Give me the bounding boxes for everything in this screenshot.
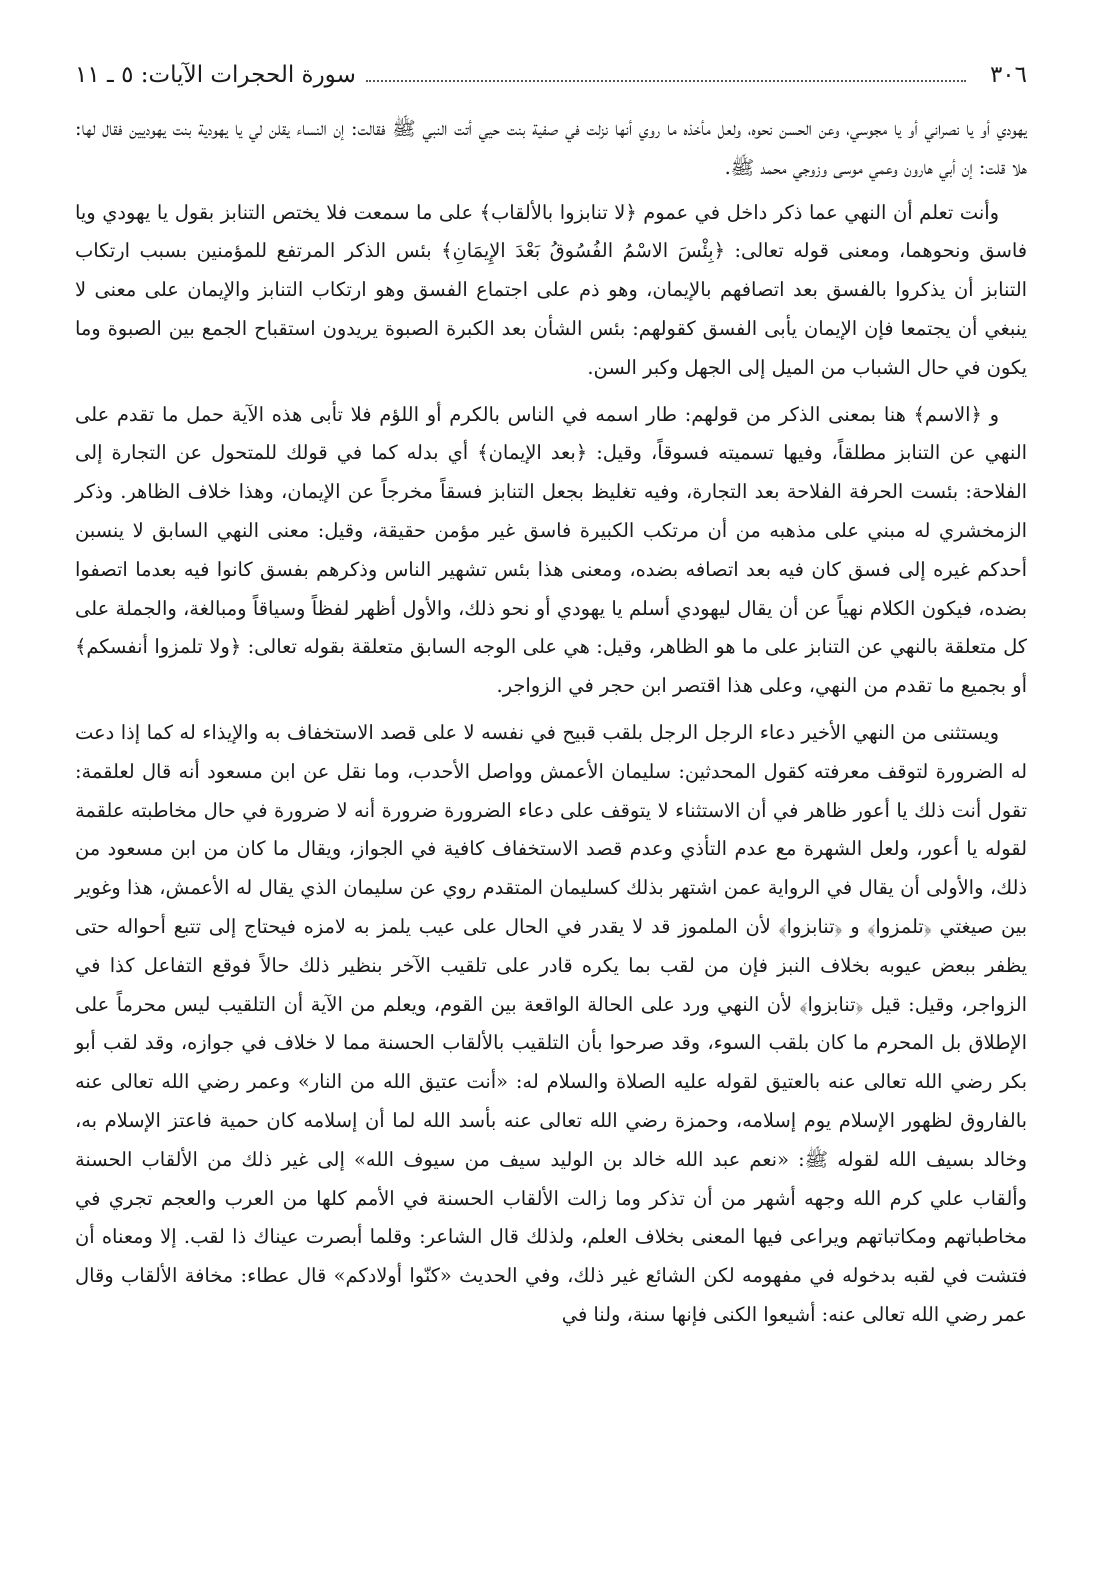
page-number: ٣٠٦ <box>989 62 1027 88</box>
paragraph-3: و ﴿الاسم﴾ هنا بمعنى الذكر من قولهم: طار اسمه في الناس بالكرم أو اللؤم فلا تأبى هذه الآية حمل ما تقدم على النهي عن التنابز مطلقاً، وفيها تسميته فسوقاً، وقيل: ﴿بعد الإيمان﴾ أي بدله كما في قولك للمتحول عن التجارة إلى الفلاحة: بئست الحرفة الفلاحة بعد التجارة، وفيه تغليظ بجعل التنابز فسقاً مخرجاً عن الإيمان، وهذا خلاف الظاهر. وذكر الزمخشري له مبني على مذهبه من أن مرتكب الكبيرة فاسق غير مؤمن حقيقة، وقيل: معنى النهي السابق لا ينسبن أحدكم غيره إلى فسق كان فيه بعد اتصافه بضده، ومعنى هذا بئس تشهير الناس وذكرهم بفسق كانوا فيه بعدما اتصفوا بضده، فيكون الكلام نهياً عن أن يقال ليهودي أسلم يا يهودي أو نحو ذلك، والأول أظهر لفظاً وسياقاً ومبالغة، والجملة على كل متعلقة بالنهي عن التنابز على ما هو الظاهر، وقيل: هي على الوجه السابق متعلقة بقوله تعالى: ﴿ولا تلمزوا أنفسكم﴾ أو بجميع ما تقدم من النهي، وعلى هذا اقتصر ابن حجر في الزواجر. <box>75 402 1027 698</box>
paragraph-2: وأنت تعلم أن النهي عما ذكر داخل في عموم ﴿لا تنابزوا بالألقاب﴾ على ما سمعت فلا يختص التنابز بقول يا يهودي ويا فاسق ونحوهما، ومعنى قوله تعالى: ﴿بِئْسَ الاسْمُ الفُسُوقُ بَعْدَ الإِيمَانِ﴾ بئس الذكر المرتفع للمؤمنين بسبب ارتكاب التنابز أن يذكروا بالفسق بعد اتصافهم بالإيمان، وهو ذم على اجتماع الفسق وهو ارتكاب التنابز والإيمان على معنى لا ينبغي أن يجتمعا فإن الإيمان يأبى الفسق كقولهم: بئس الشأن بعد الكبرة الصبوة يريدون استقباح الجمع بين الصبوة وما يكون في حال الشباب من الميل إلى الجهل وكبر السن. <box>75 200 1027 379</box>
book-page <box>75 62 1027 1562</box>
paragraph-1: يهودي أو يا نصراني أو يا مجوسي، وعن الحسن نحوه، ولعل مأخذه ما روي أنها نزلت في صفية بنت حيي أتت النبي ﷺ فقالت: إن النساء يقلن لي يا يهودية بنت يهوديين فقال لها: هلا قلت: إن أبي هارون وعمي موسى وزوجي محمد ﷺ. <box>75 117 1027 179</box>
dot-leader <box>366 79 966 82</box>
body-text <box>75 110 1027 1335</box>
surah-title: سورة الحجرات الآيات: ٥ ـ ١١ <box>75 62 356 88</box>
paragraph-4: ويستثنى من النهي الأخير دعاء الرجل الرجل بلقب قبيح في نفسه لا على قصد الاستخفاف به والإيذاء له كما إذا دعت له الضرورة لتوقف معرفته كقول المحدثين: سليمان الأعمش وواصل الأحدب، وما نقل عن ابن مسعود أنه قال لعلقمة: تقول أنت ذلك يا أعور ظاهر في أن الاستثناء لا يتوقف على دعاء الضرورة ضرورة أنه لا ضرورة في حال مخاطبته علقمة لقوله يا أعور، ولعل الشهرة مع عدم التأذي وعدم قصد الاستخفاف كافية في الجواز، ويقال ما كان من ابن مسعود من ذلك، والأولى أن يقال في الرواية عمن اشتهر بذلك كسليمان المتقدم روي عن سليمان الذي يقال له الأعمش، هذا وغوير بين صيغتي ﴿تلمزوا﴾ و ﴿تنابزوا﴾ لأن الملموز قد لا يقدر في الحال على عيب يلمز به لامزه فيحتاج إلى تتبع أحواله حتى يظفر ببعض عيوبه بخلاف النبز فإن من لقب بما يكره قادر على تلقيب الآخر بنظير ذلك حالاً فوقع التفاعل كذا في الزواجر، وقيل: قيل ﴿تنابزوا﴾ لأن النهي ورد على الحالة الواقعة بين القوم، ويعلم من الآية أن التلقيب ليس محرماً على الإطلاق بل المحرم ما كان بلقب السوء، وقد صرحوا بأن التلقيب بالألقاب الحسنة مما لا خلاف في جوازه، وقد لقب أبو بكر رضي الله تعالى عنه بالعتيق لقوله عليه الصلاة والسلام له: «أنت عتيق الله من النار» وعمر رضي الله تعالى عنه بالفاروق لظهور الإسلام يوم إسلامه، وحمزة رضي الله تعالى عنه بأسد الله لما أن إسلامه كان حمية فاعتز الإسلام به، وخالد بسيف الله لقوله ﷺ: «نعم عبد الله خالد بن الوليد سيف من سيوف الله» إلى غير ذلك من الألقاب الحسنة وألقاب علي كرم الله وجهه أشهر من أن تذكر وما زالت الألقاب الحسنة في الأمم كلها من العرب والعجم تجري في مخاطباتهم ومكاتباتهم ويراعى فيها المعنى بخلاف العلم، ولذلك قال الشاعر: وقلما أبصرت عيناك ذا لقب. إلا ومعناه أن فتشت في لقبه بدخوله في مفهومه لكن الشائع غير ذلك، وفي الحديث «كنّوا أولادكم» قال عطاء: مخافة الألقاب وقال عمر رضي الله تعالى عنه: أشيعوا الكنى فإنها سنة، ولنا في <box>75 720 1027 1326</box>
running-header <box>75 62 1027 106</box>
